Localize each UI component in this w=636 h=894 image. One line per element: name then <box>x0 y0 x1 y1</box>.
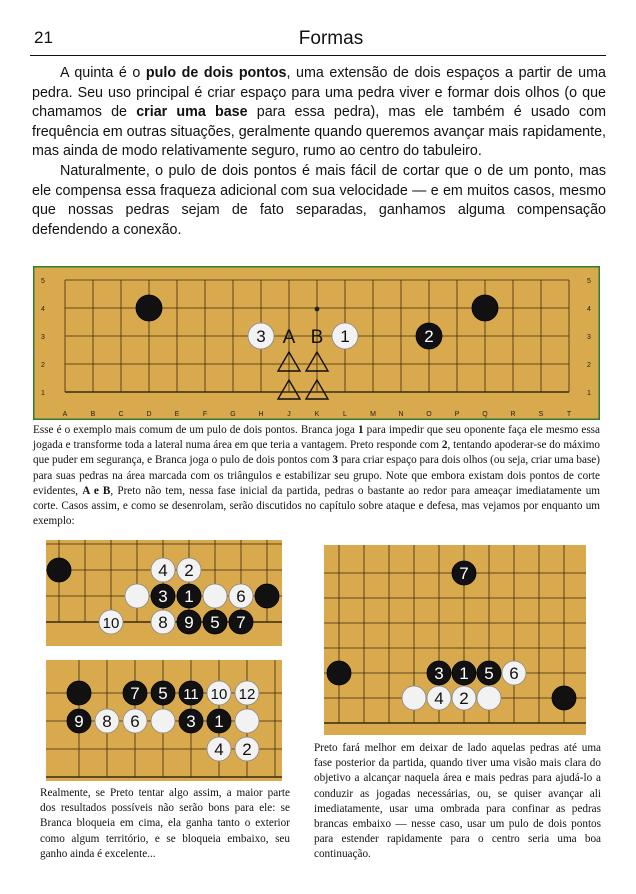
stone-number: 5 <box>210 613 220 632</box>
bold-term: 1 <box>357 424 364 436</box>
row-coordinate: 1 <box>587 390 591 397</box>
column-coordinate: S <box>538 411 544 418</box>
stone-number: 3 <box>256 327 266 346</box>
stone-number: 12 <box>238 686 256 703</box>
stone-number: 11 <box>183 686 199 703</box>
column-coordinate: R <box>510 411 516 418</box>
stone-number: 3 <box>186 712 196 731</box>
column-coordinate: J <box>287 411 291 418</box>
stone-number: 5 <box>484 664 494 683</box>
column-coordinate: L <box>343 411 347 418</box>
stone-number: 7 <box>130 684 140 703</box>
left-caption: Realmente, se Preto tentar algo assim, a maior parte dos resultados possíveis não serão bons para ele: se Branca bloqueia em cima, ela ganha tanto o exterior como algum território, e se bloqueia embaixo, seu ganho ainda é excelente... <box>40 787 290 860</box>
stone-number: 6 <box>236 587 246 606</box>
stone-number: 8 <box>102 712 112 731</box>
stone-number: 3 <box>434 664 444 683</box>
main-go-board <box>33 266 600 420</box>
bold-term: pulo de dois pontos <box>145 65 287 81</box>
text-span: , Preto não tem, nessa fase inicial da partida, pedras o bastante ao redor para ameaçar imediatamente um corte. Casos assim, e como se desenrolam, serão discutidos no capítulo sobre ataque e defesa, mas vejamos por enquanto um exemplo: <box>33 484 601 528</box>
stone-number: 1 <box>340 327 350 346</box>
column-coordinate: T <box>566 411 572 418</box>
row-coordinate: 3 <box>41 334 45 341</box>
paragraph-2: Naturalmente, o pulo de dois pontos é mais fácil de cortar que o de um ponto, mas ele compensa essa fraqueza adicional com sua velocidade — e em muitos casos, mesmo que nossas pedras sejam de fato separadas, ganhamos alguma compensação defendendo a conexão. <box>32 162 606 238</box>
bold-term: 3 <box>332 454 338 467</box>
column-coordinate: O <box>426 411 432 418</box>
stone-number: 6 <box>130 712 140 731</box>
text-span: A quinta é o <box>60 65 146 81</box>
column-coordinate: N <box>398 411 404 418</box>
column-coordinate: K <box>314 411 320 418</box>
paragraph-1 <box>32 64 606 162</box>
point-label: A <box>282 327 296 348</box>
white-stone <box>477 686 501 710</box>
black-stone <box>327 661 351 685</box>
point-label: B <box>310 327 324 348</box>
page-number: 21 <box>34 28 53 47</box>
stone-number: 1 <box>459 664 469 683</box>
row-coordinate: 3 <box>587 334 591 341</box>
black-stone <box>472 295 498 321</box>
row-coordinate: 5 <box>41 278 45 285</box>
row-coordinate: 1 <box>41 390 45 397</box>
diagram-1-board <box>46 540 282 646</box>
right-caption: Preto fará melhor em deixar de lado aquelas pedras até uma fase posterior da partida, quando tiver uma visão mais clara do objetivo a alcançar naquela área e mais pedras para ajudá-lo a conduzir as jogadas necessárias, ou, se quiser avançar ali imediatamente, usar uma ombrada para confinar as pedras brancas embaixo — nesse caso, usar um pulo de dois pontos para estender rapidamente para o centro seria uma boa continuação. <box>314 742 601 861</box>
stone-number: 3 <box>158 587 168 606</box>
column-coordinate: H <box>258 411 264 418</box>
row-coordinate: 4 <box>41 306 45 313</box>
star-point <box>315 307 320 312</box>
header-rule <box>30 55 606 56</box>
text-span: para criar espaço para dois olhos (ou seja, criar uma base) para suas pedras na área marcada com os triângulos e estabilizar seu grupo. Note que embora existam dois pontos de corte evidentes, <box>33 454 600 497</box>
white-stone <box>151 709 175 733</box>
stone-number: 1 <box>214 712 224 731</box>
white-stone <box>203 584 227 608</box>
bold-term: criar uma base <box>136 104 248 121</box>
stone-number: 7 <box>236 613 246 632</box>
stone-number: 10 <box>102 615 120 632</box>
stone-number: 9 <box>74 712 84 731</box>
bold-term: A e B <box>82 484 111 497</box>
black-stone <box>255 584 279 608</box>
white-stone <box>402 686 426 710</box>
column-coordinate: C <box>118 411 124 418</box>
stone-number: 2 <box>424 327 434 346</box>
text-span: Esse é o exemplo mais comum de um pulo de dois pontos. Branca joga <box>33 424 358 436</box>
column-coordinate: G <box>230 411 236 418</box>
stone-number: 6 <box>509 664 519 683</box>
row-coordinate: 5 <box>587 278 591 285</box>
diagram-2-board <box>46 660 282 781</box>
stone-number: 2 <box>184 561 194 580</box>
stone-number: 4 <box>434 689 444 708</box>
page-title: Formas <box>298 28 364 49</box>
column-coordinate: Q <box>482 411 488 418</box>
column-coordinate: F <box>202 411 208 418</box>
white-stone <box>125 584 149 608</box>
stone-number: 2 <box>242 740 252 759</box>
stone-number: 4 <box>158 561 168 580</box>
column-coordinate: A <box>62 411 68 418</box>
stone-number: 10 <box>210 686 228 703</box>
body-text <box>32 64 606 240</box>
black-stone <box>47 558 71 582</box>
stone-number: 8 <box>158 613 168 632</box>
column-coordinate: D <box>146 411 152 418</box>
stone-number: 9 <box>184 613 194 632</box>
bold-term: 2 <box>441 439 448 452</box>
column-coordinate: E <box>174 411 180 418</box>
text-span: para impedir que seu oponente faça ele mesmo essa jogada e transforme toda a lateral numa área em que teria a vantagem. Preto responde com <box>33 424 600 452</box>
black-stone <box>136 295 162 321</box>
black-stone <box>67 681 91 705</box>
stone-number: 2 <box>459 689 469 708</box>
row-coordinate: 2 <box>41 362 45 369</box>
row-coordinate: 4 <box>587 306 591 313</box>
text-span: , uma extensão de dois espaços a partir de uma pedra. Seu uso principal é criar espaço para uma pedra viver e formar dois olhos (o que chamamos de <box>32 65 606 121</box>
white-stone <box>235 709 259 733</box>
text-span: para essa pedra), mas ele também é usado com frequência em outras situações, geralmente quando queremos avançar mais rapidamente, mas ainda de modo relativamente seguro, rumo ao centro do tabuleiro. <box>32 104 606 160</box>
row-coordinate: 2 <box>587 362 591 369</box>
column-coordinate: P <box>454 411 460 418</box>
stone-number: 1 <box>184 587 194 606</box>
stone-number: 4 <box>214 740 224 759</box>
stone-number: 7 <box>459 564 469 583</box>
text-span: , tentando apoderar-se do máximo que puder em segurança, e Branca joga o pulo de dois pontos com <box>33 439 600 467</box>
black-stone <box>552 686 576 710</box>
column-coordinate: B <box>90 411 96 418</box>
column-coordinate: M <box>370 411 376 418</box>
stone-number: 5 <box>158 684 168 703</box>
main-board-caption <box>33 423 600 529</box>
diagram-3-board <box>324 545 586 735</box>
